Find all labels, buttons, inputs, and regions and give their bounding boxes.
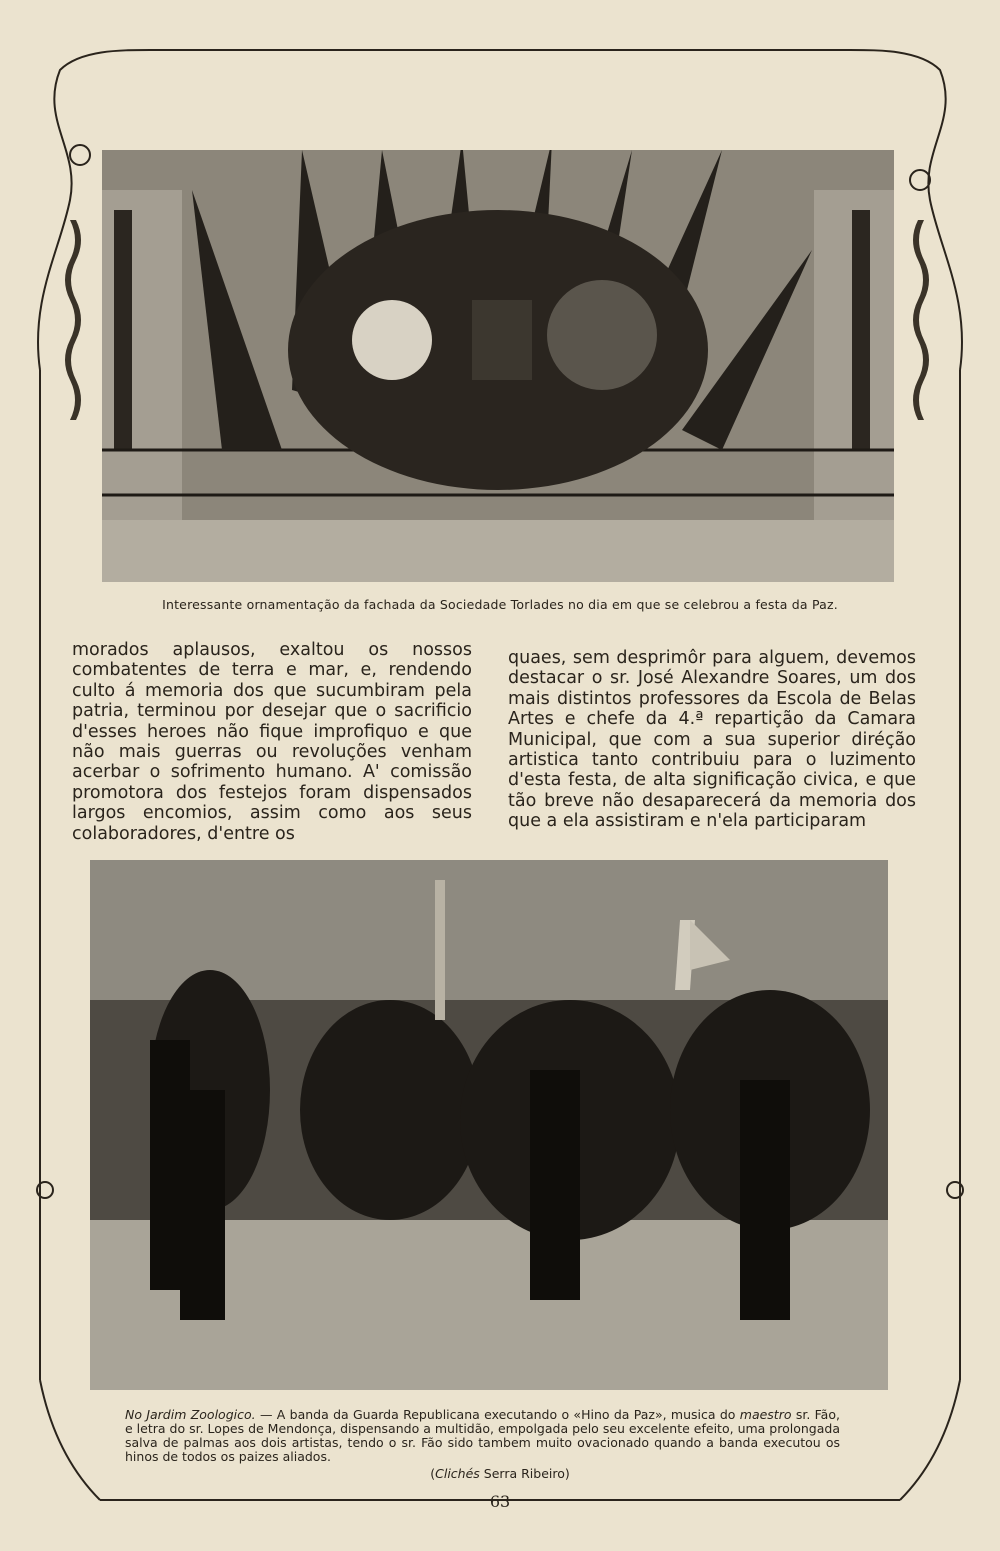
photo-facade-ornamentation: [102, 150, 894, 582]
caption-bottom-text: — A banda da Guarda Republicana executando o «Hino da Paz», musica do: [259, 1407, 736, 1422]
photo-zoo-band: [90, 860, 888, 1390]
band-illustration: [90, 860, 888, 1390]
caption-bottom: [125, 1408, 840, 1464]
credits-label: Clichés: [435, 1466, 480, 1481]
caption-top: Interessante ornamentação da fachada da Sociedade Torlades no dia em que se celebrou a festa da Paz.: [162, 597, 838, 612]
column-left-text: morados aplausos, exaltou os nossos combatentes de terra e mar, e, rendendo culto á memoria dos que sucumbiram pela patria, terminou por desejar que o sacrificio d'esses heroes não fique improfiquo e que não mais guerras ou revoluções venham acerbar o sofrimento humano. A' comissão promotora dos festejos foram dispensados largos encomios, assim como aos seus colaboradores, d'entre os: [72, 640, 472, 844]
photo-credits: (Clichés Serra Ribeiro): [430, 1466, 570, 1481]
caption-bottom-maestro: maestro: [739, 1407, 792, 1422]
column-right-text: quaes, sem desprimôr para alguem, devemos destacar o sr. José Alexandre Soares, um dos mais distintos professores da Escola de Belas Artes e chefe da 4.ª repartição da Camara Municipal, que com a sua superior diréção artistica tanto contribuiu para o luzimento d'esta festa, de alta significação civica, e que tão breve não desaparecerá da memoria dos que a ela assistiram e n'ela participaram: [508, 648, 916, 832]
caption-bottom-rest: sr. Fão, e letra do sr. Lopes de Mendonça, dispensando a multidão, empolgada pelo seu excelente efeito, uma prolongada salva de palmas aos dois artistas, tendo o sr. Fão sido tambem muito ovacionado quando a banda executou os hinos de todos os paizes aliados.: [125, 1407, 840, 1464]
article-column-left: [72, 640, 472, 844]
page-number: 63: [489, 1492, 511, 1511]
facade-illustration: [102, 150, 894, 582]
credits-name: Serra Ribeiro: [483, 1466, 565, 1481]
caption-bottom-lead: No Jardim Zoologico.: [125, 1407, 256, 1422]
article-column-right: [508, 648, 916, 832]
